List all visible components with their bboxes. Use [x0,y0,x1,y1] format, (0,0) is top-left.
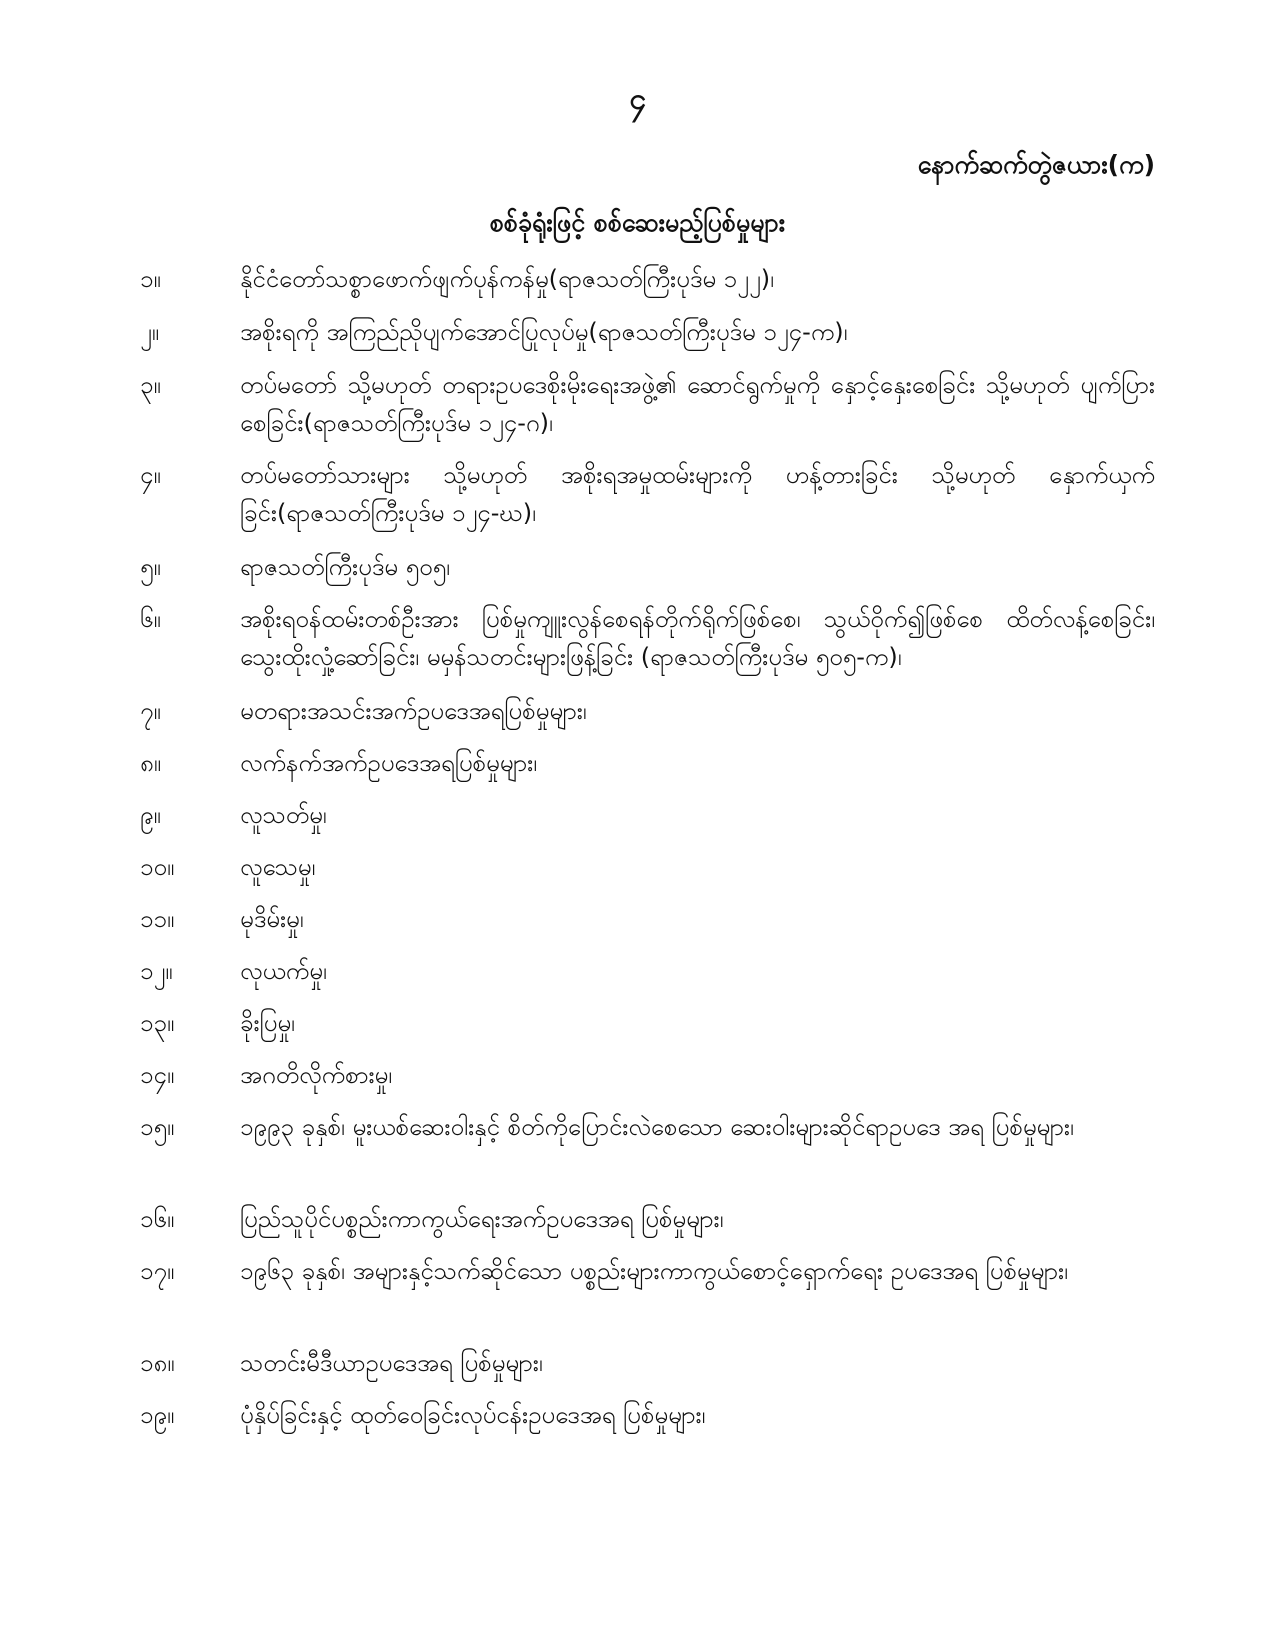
list-item [140,692,1155,730]
list-item-number: ၁၈။ [140,1349,175,1377]
list-item-text: ပြည်သူပိုင်ပစ္စည်းကာကွယ်ရေးအက်ဥပဒေအရ ပြစ်မှုများ၊ [240,1205,724,1233]
list-item [140,260,1155,298]
list-item-number: ၁၄။ [140,1061,175,1089]
list-item [140,1252,1155,1290]
list-item [140,1056,1155,1094]
list-item-number: ၃။ [140,371,161,399]
list-item [140,900,1155,938]
list-item-number: ၁။ [140,265,161,293]
list-item-text: ၁၉၉၃ ခုနှစ်၊ မူးယစ်ဆေးဝါးနှင့် စိတ်ကိုပြောင်းလဲစေသော ဆေးဝါးများဆိုင်ရာဥပဒေ အရ ပြစ်မှုများ၊ [240,1113,1074,1141]
list-item-number: ၁၁။ [140,905,175,933]
list-item-number: ၁၅။ [140,1113,175,1141]
list-item-text: ၁၉၆၃ ခုနှစ်၊ အများနှင့်သက်ဆိုင်သော ပစ္စည်းများကာကွယ်စောင့်ရှောက်ရေး ဥပဒေအရ ပြစ်မှုများ၊ [240,1257,1068,1285]
list-item [140,796,1155,834]
list-item-text: ပုံနှိပ်ခြင်းနှင့် ထုတ်ဝေခြင်းလုပ်ငန်းဥပဒေအရ ပြစ်မှုများ၊ [240,1401,706,1429]
list-item-text: တပ်မတော်သားများ သို့မဟုတ် အစိုးရအမှုထမ်းများကို ဟန့်တားခြင်း သို့မဟုတ် နှောက်ယှက်ခြင်း(ရာဇသတ်ကြီးပုဒ်မ ၁၂၄-ဃ)၊ [240,461,1155,527]
list-item-text: ခိုးပြမှု၊ [240,1009,295,1037]
list-item-number: ၆။ [140,605,161,633]
list-item-text: ရာဇသတ်ကြီးပုဒ်မ ၅၀၅၊ [240,553,450,581]
list-item [140,1344,1155,1382]
list-item [140,600,1155,676]
list-item [140,313,1155,351]
list-item [140,1396,1155,1434]
list-item [140,1004,1155,1042]
list-item-number: ၉။ [140,801,161,829]
list-item-number: ၁၆။ [140,1205,175,1233]
list-item-text: လုယက်မှု၊ [240,957,327,985]
list-item-text: မတရားအသင်းအက်ဥပဒေအရပြစ်မှုများ၊ [240,697,587,725]
list-item-text: အစိုးရဝန်ထမ်းတစ်ဦးအား ပြစ်မှုကျူးလွန်စေရန်တိုက်ရိုက်ဖြစ်စေ၊ သွယ်ဝိုက်၍ဖြစ်စေ ထိတ်လန့်စေခြင်း၊ သွေးထိုးလှုံ့ဆော်ခြင်း၊ မမှန်သတင်းများဖြန့်ခြင်း (ရာဇသတ်ကြီးပုဒ်မ ၅၀၅-က)၊ [240,605,1155,671]
list-item-text: နိုင်ငံတော်သစ္စာဖောက်ဖျက်ပုန်ကန်မှု(ရာဇသတ်ကြီးပုဒ်မ ၁၂၂)၊ [240,265,774,293]
list-item-number: ၇။ [140,697,161,725]
list-item-number: ၈။ [140,749,161,777]
list-item-number: ၁၀။ [140,853,175,881]
list-item [140,456,1155,532]
list-item [140,848,1155,886]
list-item [140,366,1155,442]
list-item-text: တပ်မတော် သို့မဟုတ် တရားဥပဒေစိုးမိုးရေးအဖွဲ့၏ ဆောင်ရွက်မှုကို နှောင့်နှေးစေခြင်း သို့မဟုတ် ပျက်ပြားစေခြင်း(ရာဇသတ်ကြီးပုဒ်မ ၁၂၄-ဂ)၊ [240,371,1155,437]
list-item [140,1108,1155,1146]
list-item-text: လူသတ်မှု၊ [240,801,327,829]
list-item-number: ၁၂။ [140,957,173,985]
appendix-label: နောက်ဆက်တွဲဇယား(က) [917,150,1155,179]
list-item-text: လက်နက်အက်ဥပဒေအရပြစ်မှုများ၊ [240,749,538,777]
list-item-text: သတင်းမီဒီယာဥပဒေအရ ပြစ်မှုများ၊ [240,1349,543,1377]
list-item-text: အစိုးရကို အကြည်ညိုပျက်အောင်ပြုလုပ်မှု(ရာဇသတ်ကြီးပုဒ်မ ၁၂၄-က)၊ [240,318,848,346]
list-item-number: ၁၉။ [140,1401,175,1429]
list-item-number: ၂။ [140,318,160,346]
list-item-text: မုဒိမ်းမှု၊ [240,905,304,933]
list-item [140,1200,1155,1238]
list-item-number: ၁၃။ [140,1009,175,1037]
list-item-number: ၁၇။ [140,1257,175,1285]
list-item-text: လူသေမှု၊ [240,853,316,881]
page-title: စစ်ခုံရုံးဖြင့် စစ်ဆေးမည့်ပြစ်မှုများ [489,208,786,237]
list-item [140,548,1155,586]
list-item-number: ၄။ [140,461,161,489]
list-item [140,744,1155,782]
page-number: ၄ [629,82,646,117]
list-item-text: အဂတိလိုက်စားမှု၊ [240,1061,393,1089]
list-item-number: ၅။ [140,553,161,581]
list-item [140,952,1155,990]
